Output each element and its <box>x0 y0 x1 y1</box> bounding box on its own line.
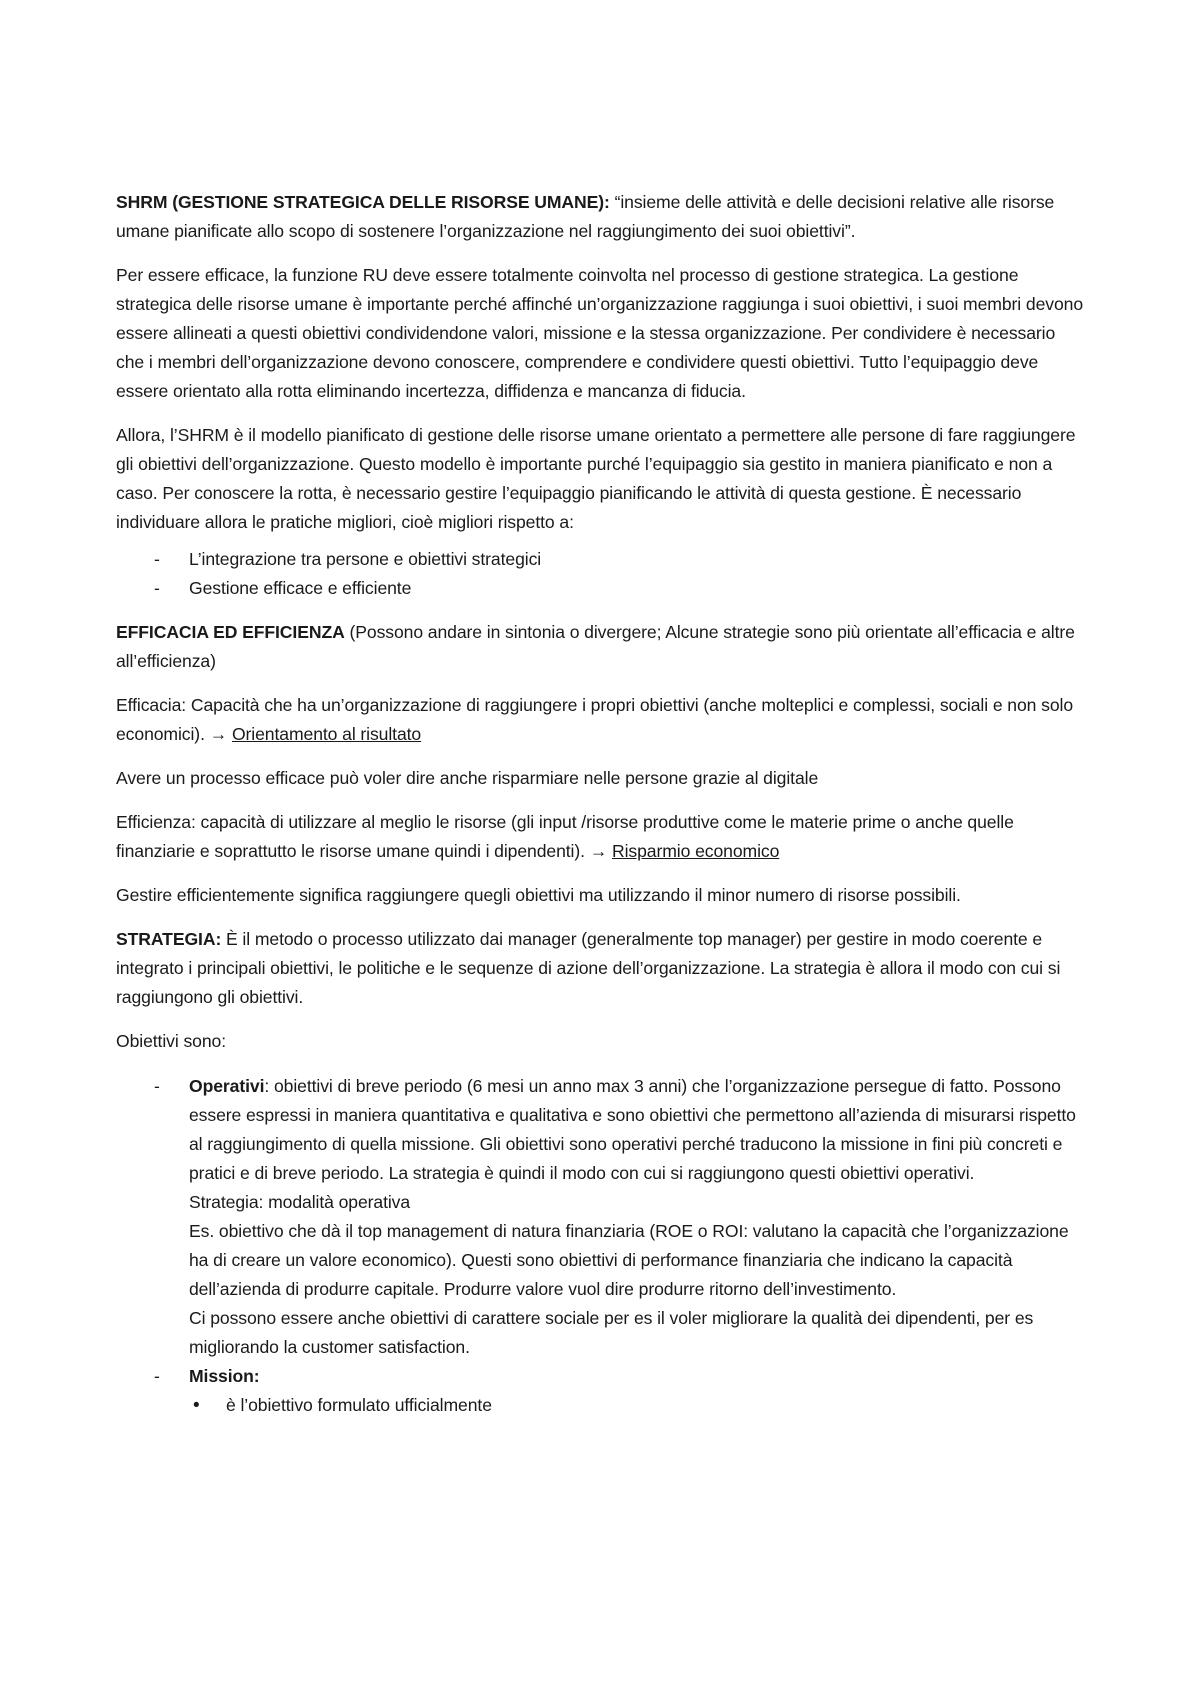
term-operativi: Operativi <box>189 1076 265 1096</box>
mission-bullets <box>189 1391 1088 1420</box>
list-item: • è l’obiettivo formulato ufficialmente <box>189 1391 1088 1420</box>
operativi-example: Es. obiettivo che dà il top management di natura finanziaria (ROE o ROI: valutano la capacità che l’organizzazione ha di creare un valore economico). Questi sono obiettivi di performance finanziaria che indicano la capacità dell’azienda di produrre capitale. Produrre valore vuol dire produrre ritorno dell’investimento. <box>189 1221 1069 1299</box>
shrm-definition-text: “insieme delle attività e delle decisioni relative alle risorse umane pianificate allo scopo di sostenere l’organizzazione nel raggiungimento dei suoi obiettivi”. <box>116 192 1055 241</box>
best-practices-list <box>116 545 1088 603</box>
efficienza-keyword: Risparmio economico <box>612 841 780 861</box>
term-strategia: STRATEGIA: <box>116 929 222 949</box>
paragraph-gestire-efficientemente: Gestire efficientemente significa raggiungere quegli obiettivi ma utilizzando il minor numero di risorse possibili. <box>116 885 961 905</box>
paragraph-shrm-definition <box>116 188 1088 246</box>
arrow-right-icon: → <box>589 841 608 861</box>
paragraph-efficacia-efficienza <box>116 618 1088 676</box>
paragraph-obiettivi-intro: Obiettivi sono: <box>116 1031 226 1051</box>
strategia-text: È il metodo o processo utilizzato dai manager (generalmente top manager) per gestire in modo coerente e integrato i principali obiettivi, le politiche e le sequenze di azione dell’organizzazione. La strategia è allora il modo con cui si raggiungono gli obiettivi. <box>116 929 1061 1007</box>
list-item: - L’integrazione tra persone e obiettivi strategici <box>116 545 1088 574</box>
document-body <box>116 188 1088 1435</box>
list-item-operativi <box>116 1072 1088 1362</box>
paragraph-digital-savings: Avere un processo efficace può voler dire anche risparmiare nelle persone grazie al digitale <box>116 768 819 788</box>
paragraph-efficienza <box>116 808 1088 866</box>
list-item: - Gestione efficace e efficiente <box>116 574 1088 603</box>
operativi-social: Ci possono essere anche obiettivi di carattere sociale per es il voler migliorare la qualità dei dipendenti, per es migliorando la customer satisfaction. <box>189 1308 1034 1357</box>
paragraph-shrm-model: Allora, l’SHRM è il modello pianificato di gestione delle risorse umane orientato a permettere alle persone di fare raggiungere gli obiettivi dell’organizzazione. Questo modello è importante purché l’equipaggio sia gestito in maniera pianificato e non a caso. Per conoscere la rotta, è necessario gestire l’equipaggio pianificando le attività di questa gestione. È necessario individuare allora le pratiche migliori, cioè migliori rispetto a: <box>116 425 1076 532</box>
list-item-mission <box>116 1362 1088 1420</box>
operativi-strategia: Strategia: modalità operativa <box>189 1192 411 1212</box>
operativi-text: : obiettivi di breve periodo (6 mesi un anno max 3 anni) che l’organizzazione persegue di fatto. Possono essere espressi in maniera quantitativa e qualitativa e sono obiettivi che permettono all’azienda di misurarsi rispetto al raggiungimento di quella missione. Gli obiettivi sono operativi perché traducono la missione in fini più concreti e pratici e di breve periodo. La strategia è quindi il modo con cui si raggiungono questi obiettivi operativi. <box>189 1076 1076 1183</box>
efficacia-text: Efficacia: Capacità che ha un’organizzazione di raggiungere i propri obiettivi (anche molteplici e complessi, sociali e non solo economici). <box>116 695 1074 744</box>
operativi-description <box>189 1072 1088 1188</box>
paragraph-strategia <box>116 925 1088 1012</box>
efficienza-text: Efficienza: capacità di utilizzare al meglio le risorse (gli input /risorse produttive come le materie prime o anche quelle finanziarie e soprattutto le risorse umane quindi i dipendenti). <box>116 812 1014 861</box>
term-mission: - Mission: <box>189 1366 260 1386</box>
objectives-list <box>116 1072 1088 1420</box>
paragraph-strategic-involvement: Per essere efficace, la funzione RU deve essere totalmente coinvolta nel processo di gestione strategica. La gestione strategica delle risorse umane è importante perché affinché un’organizzazione raggiunga i suoi obiettivi, i suoi membri devono essere allineati a questi obiettivi condividendone valori, missione e la stessa organizzazione. Per condividere è necessario che i membri dell’organizzazione devono conoscere, comprendere e condividere questi obiettivi. Tutto l’equipaggio deve essere orientato alla rotta eliminando incertezza, diffidenza e mancanza di fiducia. <box>116 265 1084 401</box>
paragraph-efficacia <box>116 691 1088 749</box>
efficacia-efficienza-text: (Possono andare in sintonia o divergere; Alcune strategie sono più orientate all’efficacia e altre all’efficienza) <box>116 622 1075 671</box>
arrow-right-icon: → <box>209 724 228 744</box>
efficacia-keyword: Orientamento al risultato <box>231 724 422 744</box>
term-efficacia-efficienza: EFFICACIA ED EFFICIENZA <box>116 622 345 642</box>
term-shrm: SHRM (GESTIONE STRATEGICA DELLE RISORSE UMANE): <box>116 192 610 212</box>
